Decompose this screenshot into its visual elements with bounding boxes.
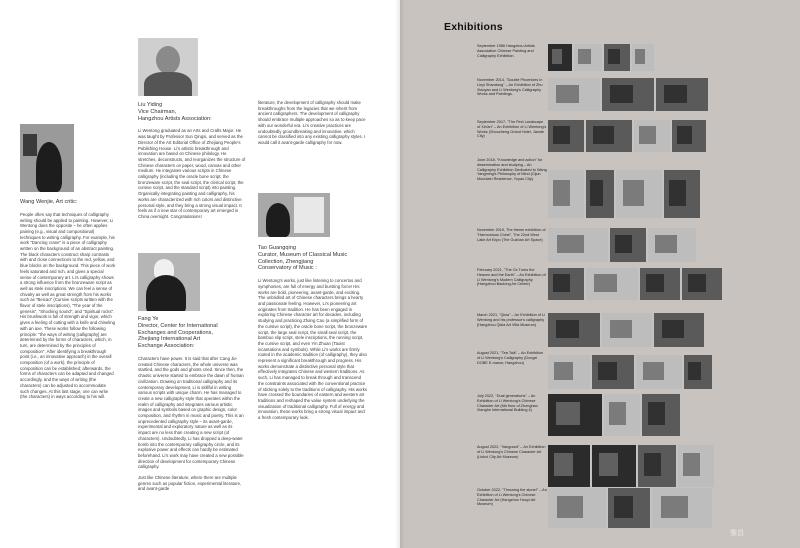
watermark: 雅昌: [730, 530, 744, 537]
author-name-wang: Wang Wenjie, Art critic:: [20, 199, 78, 205]
exhibition-photos-4: [548, 170, 700, 218]
book-gutter: [395, 0, 405, 548]
column-liu-fang: [138, 102, 246, 225]
exhibition-photos-11: [548, 488, 712, 528]
exhibition-photos-2: [548, 78, 708, 111]
exhibition-item-1: September 1986 Hangzhou Artists Association Chinese Painting and Calligraphy Exhibition.: [477, 44, 535, 58]
exhibition-item-3: September 2017, "The First Landscape of Xin'an" – An Exhibition of Li Wentong's Works (Shoucheng Grand Hotel, Jiande City): [477, 120, 547, 139]
column-wang: [20, 199, 116, 405]
author-name-liu: Liu Yiding Vice Chairman, Hangzhou Artists Association:: [138, 102, 212, 122]
exhibition-item-7: March 2021, "Qixia" – An Exhibition of Li Wentong and his professor's calligraphy (Hangzhou Qixia Art Villa Museum): [477, 313, 545, 327]
photo-liu-yiding: [138, 38, 198, 96]
photo-fang-ye: [138, 253, 200, 311]
exhibition-photos-1: [548, 44, 654, 71]
exhibition-item-11: October 2022, "Throwing the stone!" – An Exhibition of Li Wentong's Chinese Character Art (Hangzhou Houyi Art Museum): [477, 488, 547, 507]
fang-text-2: Just like Chinese literature, where there are multiple genres such as popular fiction, experimental literature, and avant-garde: [138, 475, 242, 492]
liu-text: Li Wentong graduated as an Arts and Crafts Major. He was taught by Professor Sun Qingsi, and served as the Director of the Art Editorial Office of Zhejiang People's Publishing House. Li's artistic breakthrough and innovation are based on Chinese philology. He stretches, deconstructs, and reorganizes the structure of Chinese characters on paper, wood, canvas and other medium. He integrates various scripts in Chinese calligraphy (including the oracle bone script, the bronzeware script, the seal script, the clerical script, the cursive script, and the standard script) into painting. Organically integrating painting and calligraphy, his works are characterized with rich colors and distinctive personal style, and they bring a strong visual impact. It feels as if a new star of contemporary art emerged in China overnight. Congratulations!: [138, 128, 246, 219]
exhibition-item-2: November 2014, "Double Phoenixes in Linyi Shandong" – An Exhibition of Zhu Xiaoyan and Li Wentong's Calligraphy Works and Paintings.: [477, 78, 543, 97]
exhibition-photos-5: [548, 228, 696, 262]
continuation-text: literature, the development of calligraphy should make breakthroughs from the legacies that we inherit from ancient calligraphers. The development of calligraphy should embrace multiple approaches so as to keep pace with our wonderful era. Li's creative practices are undoubtedly groundbreaking and innovative, which cannot be classified into any existing calligraphy styles. I would call it avant-garde calligraphy for now.: [258, 100, 366, 145]
column-fang: [138, 316, 246, 497]
column-tao: [258, 245, 368, 426]
wang-text: People often say that techniques of calligraphy writing should be applied to painting. However, Li Wentong does the opposite – he often applies paining (e.g., visual and compositional) techniques to writing calligraphy. For example, his work "Dancing crane" is a piece of calligraphy written on the background of an abstract painting. The black characters construct sharp contrasts with and close connections to the red, yellow, and blue blocks on the background. This piece of work feels saturated and rich, and gives a special sense of contemporary art. Li's calligraphy shows a strong influence from the bronzeware script as well as stele inscriptions. We can feel a sense of chivalry as well as great strength from his works such as "Beicao" (Cursive scripts written with the flavor of stele inscriptions), "The year of the genesis", "Shocking sound", and "Spiritual rocks". His brushwork is full of strength and vigor, which gives a feeling of cutting with a knife and chiseling with an axe. These works follow the following principle: "the ways of writing [calligraphy] are determined by the forms of characters, which, in turn, are determined by the principles of composition". After identifying a breakthrough point (i.e., an innovative approach) in the overall composition (of a work), the principle of composition can be established; afterwards, the forms of characters can be adapted and changed accordingly, and the ways of writing (the characters) can be adjusted to accommodate such changes. At this last stage, one can write (the characters) in ways according to his will.: [20, 211, 116, 400]
exhibition-photos-10: [548, 445, 714, 487]
exhibition-item-4: June 2018, "Knowledge and action" for dissemination and studying – An Calligraphy Exhibition Dedicated to Wang Yangming's Philosophy of Mind (Cijun Mountain Residence, Yuyao City): [477, 158, 547, 182]
exhibition-item-5: November 2019, The theme exhibition of "Harmonious Chine", The 22nd West Lake Art Expo (The Gushan Art Space): [477, 228, 546, 242]
author-name-fang: Fang Ye Director, Center for International Exchanges and Cooperations, Zhejiang International Art Exchange Association:: [138, 316, 218, 350]
exhibition-item-10: August 2022, "Vanguard" – An Exhibition of Li Wentong's Chinese Character Art (Lishui City Art Museum): [477, 445, 546, 459]
exhibition-item-8: August 2021, "Tea Talk" – An Exhibition of Li Wentong's Calligraphy (Dongxi DOBE E-manor, Hangzhou): [477, 351, 544, 365]
exhibition-item-9: July 2022, "Dual generations" – An Exhibition of Li Wentong's Chinese Character Art (6th floor of Zhonghao Xianghe International Building 4): [477, 394, 538, 413]
author-name-tao: Tao Guangqing Curator, Museum of Classical Music Collection, Zhengjiang Conservatory of Music :: [258, 245, 348, 272]
exhibitions-title: Exhibitions: [444, 21, 503, 33]
column-continuation: [258, 100, 368, 151]
fang-text-1: Characters have power. It is said that after Cang Jie created Chinese characters, the whole universe was startled, and the gods and ghosts cried. Since then, the chaotic universe started to embrace the dawn of human civilization. Drawing on traditional calligraphy and its contemporary development, Li is skillful in writing various scripts with unique charm. He has managed to create a new calligraphy style that operates within the realm of calligraphy and integrates various artistic images and symbols based on graphic design, color composition, and rhythm in music and poetry. This is an unprecedented calligraphy style – its avant-garde, experimental and exploratory nature as well as its impact are no less than creating a new script (of characters). Undoubtedly, Li has dropped a deep-water bomb into the contemporary calligraphy circle, and its explosive power and effects can hardly be estimated beforehand. Li's work may have created a new possible direction of development for contemporary Chinese calligraphy.: [138, 355, 244, 470]
photo-tao-guangqing: [258, 193, 330, 237]
photo-wang-wenjie: [20, 124, 74, 192]
exhibition-item-6: February 2021, "The Ox Turns the Heaven and the Earth" – An Exhibition of Li Wentong's Modern Calligraphy (Hangzhou Baolong Art Center): [477, 268, 546, 287]
exhibition-photos-9: [548, 394, 680, 436]
exhibition-photos-3: [548, 120, 706, 152]
exhibition-photos-7: [548, 313, 704, 347]
exhibition-photos-6: [548, 268, 722, 300]
tao-text: Li Wentong's works, just like listening to concertos and symphonies, are full of energy and bursting force! His works are bold, pioneering, avant-garde, and exciting. The unbridled art of Chinese characters brings a hearty and passionate feeling. However, Li's pioneering art originates from tradition. He has been engaged in exploring Chinese character art for decades, including studying and practicing Zhang Cao (a simplified form of the cursive script), the oracle bone script, the bronzeware script, the large seal script, the small seal script, the bamboo slip script, stele inscriptions, the running script, the cursive script, and even Yin Zhuan (Taoist incantations and symbols). While Li's works are firmly rooted in the academic tradition (of calligraphy), they also represent a significant breakthrough and progress. His works demonstrate a distinctive personal style that effectively integrates Chinese and western traditions. As such, Li has managed to break through and transcend the constraints associated with the conventional practice of sticking solely to the traditions of calligraphy. His works have crossed the boundaries of eastern and western art traditions and reshaped the value system underlying the visualization of traditional calligraphy. Full of energy and innovation, these works bring a strong visual impact and a fresh contemporary look.: [258, 278, 368, 421]
exhibition-photos-8: [548, 355, 712, 389]
